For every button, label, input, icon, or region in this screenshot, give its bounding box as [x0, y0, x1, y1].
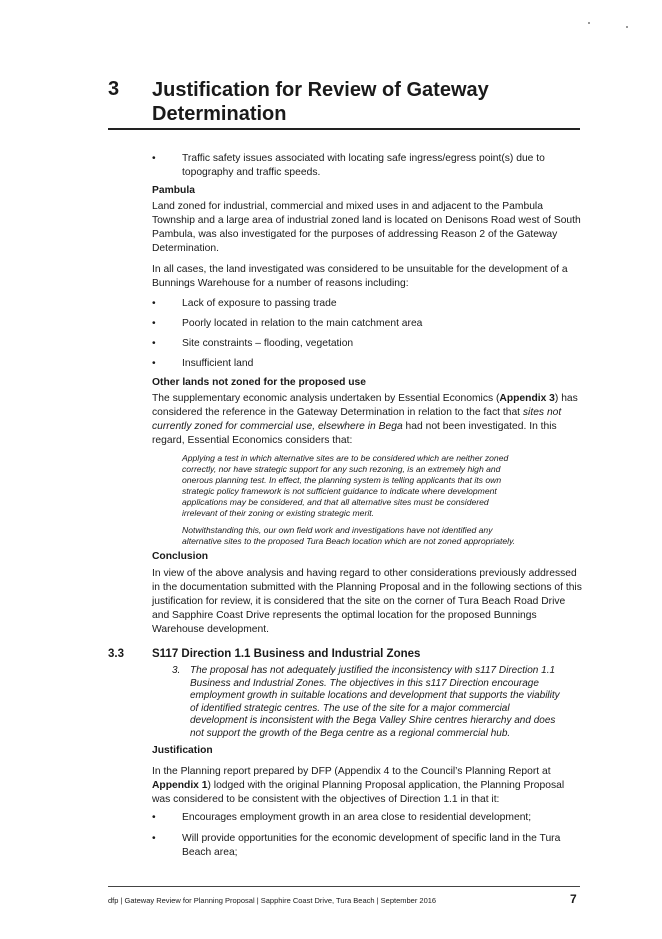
text-line: In all cases, the land investigated was considered to be unsuitable for the development of a	[152, 264, 568, 275]
reason-item: Poorly located in relation to the main catchment area	[182, 318, 423, 329]
emphasis-text: currently zoned for commercial use, elsewhere in Bega	[152, 421, 403, 432]
bullet-marker: •	[152, 153, 156, 164]
scan-speck	[626, 26, 628, 28]
text-line: was considered to be consistent with the objectives of Direction 1.1 in that it:	[152, 794, 500, 805]
bullet-marker: •	[152, 812, 156, 823]
conclusion-paragraph	[152, 567, 592, 637]
text-line: Land zoned for industrial, commercial and mixed uses in and adjacent to the Pambula	[152, 201, 543, 212]
reason-item: Insufficient land	[182, 358, 254, 369]
reason-item: Lack of exposure to passing trade	[182, 298, 337, 309]
bullet-marker: •	[152, 318, 156, 329]
chapter-title-line: Justification for Review of Gateway	[152, 79, 489, 101]
chapter-number: 3	[108, 78, 120, 100]
recital-line: of identified strategic centres. The use of the site for a major commercial	[190, 702, 510, 714]
text-span: ) has	[554, 393, 578, 404]
text-line: in the documentation submitted with the Planning Proposal and in the following sections of this	[152, 582, 582, 593]
reason-item: Site constraints – flooding, vegetation	[182, 338, 354, 349]
subheading-pambula: Pambula	[152, 185, 195, 196]
text-line: Bunnings Warehouse for a number of reasons including:	[152, 278, 409, 289]
subheading-justification: Justification	[152, 745, 213, 756]
text-line: topography and traffic speeds.	[182, 167, 321, 178]
page-number: 7	[570, 892, 577, 906]
text-line: Warehouse development.	[152, 624, 269, 635]
recital-line: The proposal has not adequately justified the inconsistency with s117 Direction 1.1	[190, 665, 556, 676]
text-line: In the Planning report prepared by DFP (Appendix 4 to the Council’s Planning Report at	[152, 766, 551, 777]
chapter-title-line: Determination	[152, 103, 287, 125]
text-line: Pambula, was also investigated for the purposes of addressing Reason 2 of the Gateway	[152, 229, 558, 240]
scan-speck	[588, 22, 590, 24]
text-line: and Sapphire Coast Drive represents the optimal location for the proposed Bunnings	[152, 610, 537, 621]
text-line: justification for review, it is considered that the site on the corner of Tura Beach Road Drive	[152, 596, 566, 607]
bullet-marker: •	[152, 298, 156, 309]
bullet-text	[182, 152, 582, 180]
quote-line: irrelevant of their zoning or existing strategic merit.	[182, 508, 375, 518]
text-span: considered the reference in the Gateway Determination in relation to the fact that	[152, 407, 523, 418]
bullet-marker: •	[152, 358, 156, 369]
quote-line: correctly, nor have strategic support for any such rezoning, is an extremely high and	[182, 464, 501, 474]
text-line	[152, 420, 592, 434]
all-cases-paragraph	[152, 263, 592, 291]
bullet-text	[182, 832, 582, 860]
quote-line: applications may be considered, and that all alternative sites must be considered	[182, 497, 489, 507]
emphasis-text: sites not	[522, 407, 562, 418]
recital-line: employment growth in suitable locations and development that supports the viability	[190, 690, 560, 702]
text-span: The supplementary economic analysis undertaken by Essential Economics (	[152, 393, 500, 404]
quote-line: onerous planning test. In effect, the planning system is telling applicants that its own	[182, 475, 502, 485]
section-title: S117 Direction 1.1 Business and Industrial Zones	[152, 648, 421, 660]
chapter-title	[152, 78, 572, 126]
text-line: Will provide opportunities for the economic development of specific land in the Tura	[182, 833, 561, 844]
subheading-other-lands: Other lands not zoned for the proposed use	[152, 377, 366, 388]
heading-rule	[108, 128, 580, 130]
recital-number: 3.	[172, 665, 181, 676]
justification-paragraph	[152, 765, 592, 807]
quote-line: Notwithstanding this, our own field work and investigations have not identified any	[182, 525, 493, 535]
bullet-text: Encourages employment growth in an area close to residential development;	[182, 812, 532, 823]
footer-text: dfp | Gateway Review for Planning Proposal | Sapphire Coast Drive, Tura Beach | September 2016	[108, 896, 437, 905]
text-line	[152, 779, 592, 793]
bullet-marker: •	[152, 338, 156, 349]
quote-line: Applying a test in which alternative sites are to be considered which are neither zoned	[182, 453, 509, 463]
other-lands-paragraph	[152, 392, 592, 448]
pambula-paragraph	[152, 200, 592, 256]
text-span: ) lodged with the original Planning Proposal application, the Planning Proposal	[207, 780, 565, 791]
recital-text	[190, 665, 580, 741]
text-line: Traffic safety issues associated with locating safe ingress/egress point(s) due to	[182, 153, 545, 164]
text-span: had not been investigated. In this	[402, 421, 557, 432]
recital-line: not support the growth of the Bega centre as a regional commercial hub.	[190, 727, 511, 739]
appendix-reference: Appendix 3	[499, 393, 555, 404]
quoted-passage	[182, 453, 547, 547]
bullet-marker: •	[152, 833, 156, 844]
appendix-reference: Appendix 1	[152, 780, 208, 791]
text-line: Township and a large area of industrial zoned land is located on Denisons Road west of South	[152, 215, 581, 226]
text-line: regard, Essential Economics considers that:	[152, 435, 353, 446]
recital-line: development is inconsistent with the Bega Valley Shire centres hierarchy and does	[190, 715, 556, 727]
text-line	[152, 392, 592, 406]
footer-rule	[108, 886, 580, 887]
quote-line: strategic policy framework is not sufficient guidance to indicate where development	[182, 486, 497, 496]
text-line: Determination.	[152, 243, 219, 254]
text-line: In view of the above analysis and having regard to other considerations previously addressed	[152, 568, 577, 579]
text-line	[152, 406, 592, 420]
subheading-conclusion: Conclusion	[152, 551, 209, 562]
section-number: 3.3	[108, 648, 124, 660]
recital-line: Business and Industrial Zones. The objectives in this s117 Direction encourage	[190, 677, 539, 689]
text-line: Beach area;	[182, 847, 238, 858]
quote-line: alternative sites to the proposed Tura Beach location which are not zoned appropriately.	[182, 536, 516, 546]
